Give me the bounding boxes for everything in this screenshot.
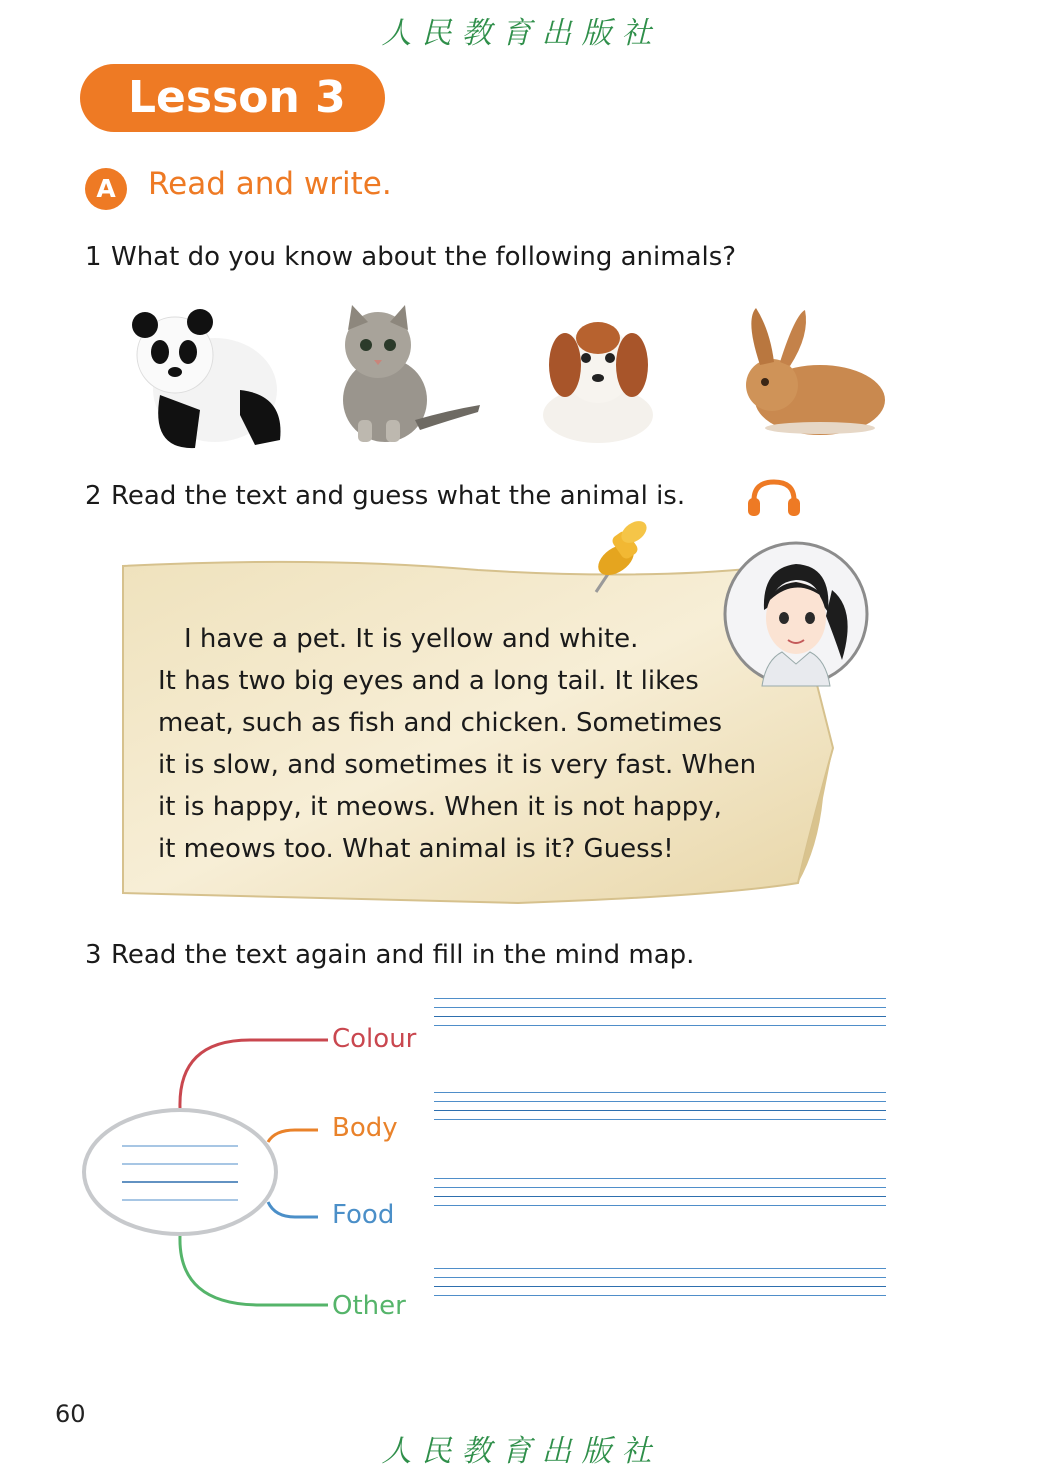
- passage-line: It has two big eyes and a long tail. It likes: [158, 666, 699, 696]
- headphones-icon[interactable]: [746, 478, 802, 518]
- answer-lines-colour[interactable]: [434, 998, 886, 1034]
- label-food: Food: [332, 1200, 395, 1230]
- branch-body: [268, 1130, 318, 1142]
- passage-line: it meows too. What animal is it? Guess!: [158, 834, 674, 864]
- label-colour: Colour: [332, 1024, 417, 1054]
- push-pin-icon: [582, 518, 654, 598]
- passage-line: meat, such as fish and chicken. Sometimes: [158, 708, 723, 738]
- question-3-number: 3: [85, 940, 102, 970]
- label-other: Other: [332, 1291, 406, 1321]
- answer-lines-other[interactable]: [434, 1268, 886, 1304]
- branch-food: [268, 1202, 318, 1217]
- section-title: Read and write.: [148, 166, 392, 202]
- question-3-text: Read the text again and fill in the mind map.: [111, 940, 695, 970]
- passage-text: [158, 618, 758, 870]
- kitten-photo: [343, 305, 480, 442]
- question-1-text: What do you know about the following animals?: [111, 242, 737, 272]
- publisher-footer: 人民教育出版社: [381, 1434, 662, 1469]
- lesson-title: Lesson 3: [128, 72, 346, 123]
- publisher-header: 人民教育出版社: [381, 16, 662, 51]
- question-3: [85, 940, 694, 970]
- question-1: [85, 242, 736, 272]
- panda-photo: [132, 309, 281, 448]
- passage-line: it is happy, it meows. When it is not happy,: [158, 792, 722, 822]
- question-2-number: 2: [85, 481, 102, 511]
- rabbit-photo: [746, 308, 885, 435]
- branch-other: [180, 1236, 328, 1305]
- puppy-photo: [543, 322, 653, 443]
- passage-line: it is slow, and sometimes it is very fast. When: [158, 750, 757, 780]
- passage-line: I have a pet. It is yellow and white.: [184, 624, 639, 654]
- lesson-title-pill: [80, 64, 385, 132]
- question-2-text: Read the text and guess what the animal is.: [111, 481, 686, 511]
- question-2: [85, 481, 685, 511]
- section-badge: A: [85, 168, 127, 210]
- question-1-number: 1: [85, 242, 102, 272]
- answer-lines-food[interactable]: [434, 1178, 886, 1214]
- label-body: Body: [332, 1113, 398, 1143]
- branch-colour: [180, 1040, 328, 1108]
- mind-map: [70, 1020, 430, 1330]
- mind-map-center: [84, 1110, 276, 1234]
- answer-lines-body[interactable]: [434, 1092, 886, 1128]
- page-number: 60: [55, 1400, 86, 1428]
- animal-photos: [120, 300, 900, 460]
